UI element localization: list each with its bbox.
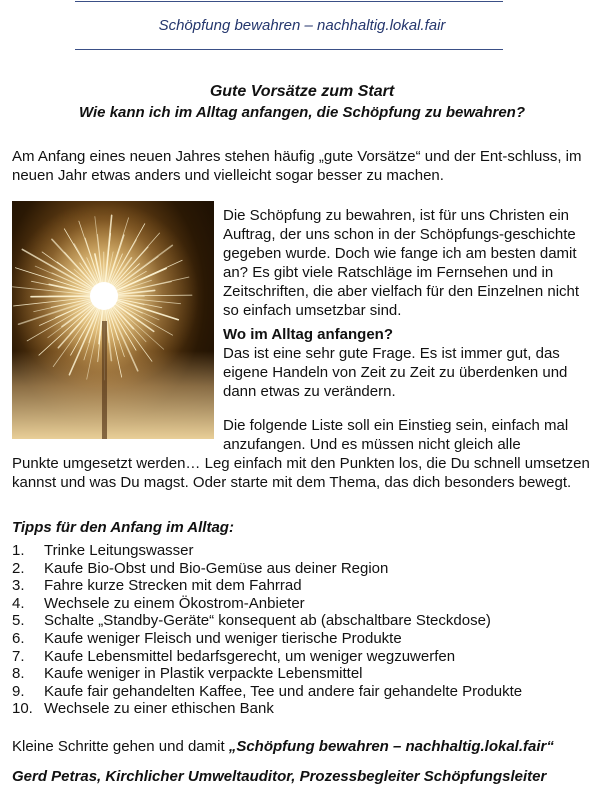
list-item: 6. Kaufe weniger Fleisch und weniger tierische Produkte <box>12 629 402 647</box>
sparkler-photo <box>12 201 214 439</box>
paragraph-liste-end: Punkte umgesetzt werden… Leg einfach mit den Punkten los, die Du schnell umsetzen kannst und was Du magst. Oder starte mit dem Thema, das dich besonders bewegt. <box>12 455 590 491</box>
article-title: Gute Vorsätze zum Start <box>209 83 395 100</box>
list-item: 4. Wechsele zu einem Ökostrom-Anbieter <box>12 594 305 612</box>
list-item: 2. Kaufe Bio-Obst und Bio-Gemüse aus deiner Region <box>12 559 389 577</box>
header-tagline: Schöpfung bewahren – nachhaltig.lokal.fair <box>158 17 446 34</box>
list-item: 7. Kaufe Lebensmittel bedarfsgerecht, um weniger wegzuwerfen <box>12 647 456 665</box>
intro-paragraph: Am Anfang eines neuen Jahres stehen häufig „gute Vorsätze“ und der Ent-schluss, im neuen Jahr etwas anders und vielleicht sogar besser zu machen. <box>12 148 582 184</box>
tips-list <box>12 542 592 718</box>
closing-text: Kleine Schritte gehen und damit <box>12 738 229 755</box>
list-item: 10. Wechsele zu einer ethischen Bank <box>12 700 274 718</box>
header-bottom-rule <box>75 49 503 50</box>
tips-heading: Tipps für den Anfang im Alltag: <box>12 519 234 536</box>
paragraph-frage: Das ist eine sehr gute Frage. Es ist immer gut, das eigene Handeln von Zeit zu Zeit zu überdenken und dann etwas zu verändern. <box>223 345 568 400</box>
paragraph-schoepfung: Die Schöpfung zu bewahren, ist für uns Christen ein Auftrag, der uns schon in der Schöpfungs-geschichte gegeben wurde. Doch wie fange ich am besten damit an? Es gibt viele Ratschläge im Fernsehen und in Zeitschriften, die aber vielfach für den Einzelnen nicht so einfach umsetzbar sind. <box>223 207 580 319</box>
list-item: 3. Fahre kurze Strecken mit dem Fahrrad <box>12 577 302 595</box>
list-item: 9. Kaufe fair gehandelten Kaffee, Tee und andere fair gehandelte Produkte <box>12 682 523 700</box>
paragraph-liste-start: Die folgende Liste soll ein Einstieg sein, einfach mal anzufangen. Und es müssen nicht gleich alle <box>223 417 569 453</box>
list-item: 1. Trinke Leitungswasser <box>12 542 194 559</box>
list-item: 8. Kaufe weniger in Plastik verpackte Lebensmittel <box>12 665 363 683</box>
header-top-rule <box>75 1 503 2</box>
closing-line <box>12 738 554 755</box>
closing-slogan: „Schöpfung bewahren – nachhaltig.lokal.fair“ <box>228 738 554 755</box>
author-signature: Gerd Petras, Kirchlicher Umweltauditor, Prozessbegleiter Schöpfungsleiter <box>12 768 547 785</box>
section-heading: Wo im Alltag anfangen? <box>223 326 394 343</box>
list-item: 5. Schalte „Standby-Geräte“ konsequent ab (abschaltbare Steckdose) <box>12 612 491 630</box>
article-subtitle: Wie kann ich im Alltag anfangen, die Schöpfung zu bewahren? <box>78 104 525 121</box>
sparkler-image <box>12 201 214 439</box>
